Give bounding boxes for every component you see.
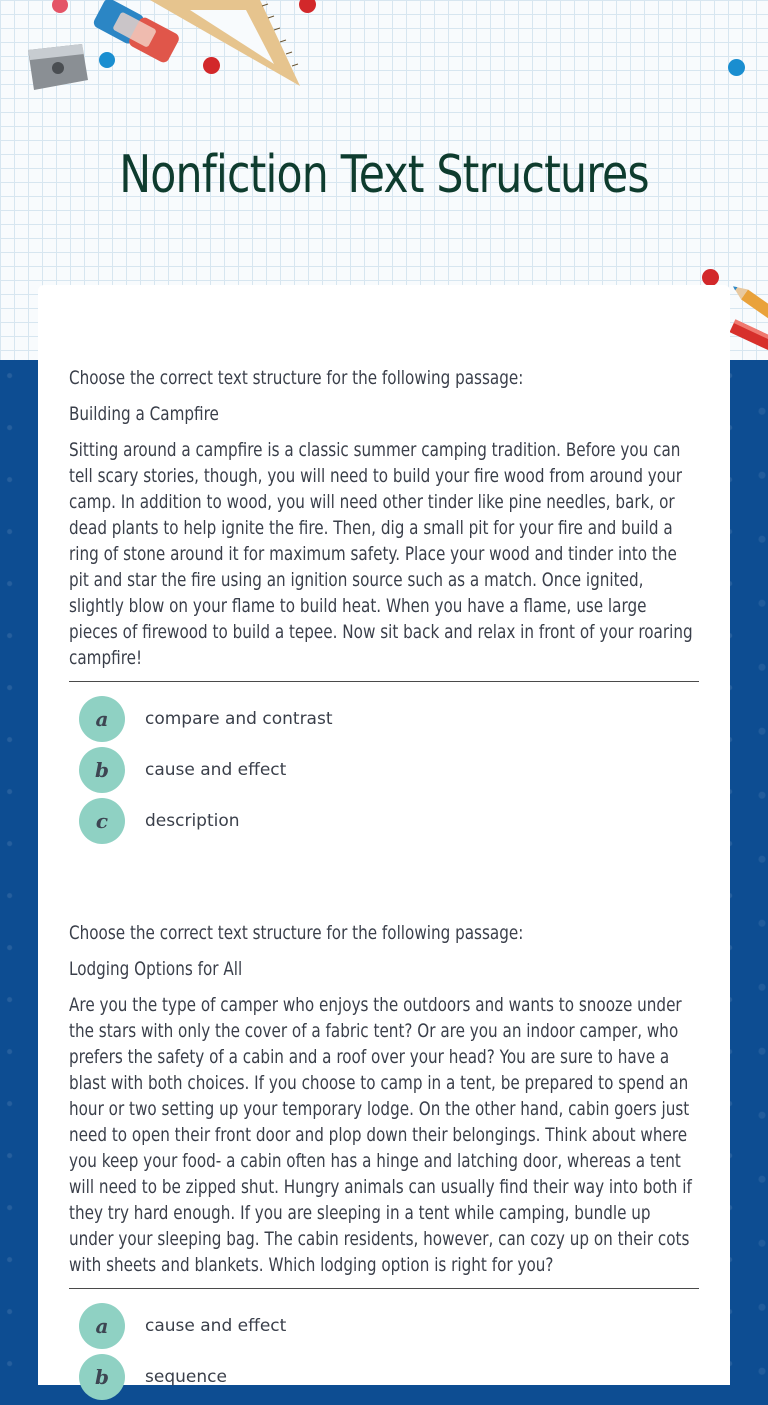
passage-text: Sitting around a campfire is a classic summer camping tradition. Before you can tell scary stories, though, you will need to build your fire wood from around your camp. In addition to wood, you will need other tinder like pine needles, bark, or dead plants to help ignite the fire. Then, dig a small pit for your fire and build a ring of stone around it for maximum safety. Place your wood and tinder into the pit and star the fire using an ignition source such as a match. Once ignited, slightly blow on your flame to build heat. When you have a flame, use large pieces of firewood to build a tepee. Now sit back and relax in front of your roaring campfire! bbox=[69, 439, 693, 669]
triangle-ruler-icon bbox=[150, 0, 310, 95]
option-label: compare and contrast bbox=[145, 709, 333, 729]
sharpener-icon bbox=[22, 40, 92, 99]
question-prompt: Choose the correct text structure for the following passage: bbox=[69, 367, 524, 389]
option-label: cause and effect bbox=[145, 760, 287, 780]
option-b[interactable] bbox=[79, 1354, 699, 1400]
option-letter-badge: a bbox=[79, 696, 125, 742]
passage-block bbox=[69, 992, 699, 1289]
question-1 bbox=[69, 365, 699, 849]
option-label: sequence bbox=[145, 1367, 227, 1387]
option-letter-badge: a bbox=[79, 1303, 125, 1349]
passage-heading: Lodging Options for All bbox=[69, 958, 243, 980]
question-2 bbox=[69, 920, 699, 1405]
option-label: description bbox=[145, 811, 240, 831]
red-dot bbox=[299, 0, 316, 13]
blue-dot bbox=[99, 52, 115, 68]
passage-heading: Building a Campfire bbox=[69, 403, 219, 425]
option-a[interactable] bbox=[79, 1303, 699, 1349]
option-letter-badge: b bbox=[79, 747, 125, 793]
option-letter-badge: c bbox=[79, 798, 125, 844]
option-a[interactable] bbox=[79, 696, 699, 742]
answer-options bbox=[69, 696, 699, 844]
answer-options bbox=[69, 1303, 699, 1400]
red-dot bbox=[52, 0, 68, 13]
option-label: cause and effect bbox=[145, 1316, 287, 1336]
red-dot bbox=[702, 269, 719, 286]
blue-dot bbox=[728, 59, 745, 76]
red-dot bbox=[203, 57, 220, 74]
option-b[interactable] bbox=[79, 747, 699, 793]
passage-block bbox=[69, 437, 699, 682]
passage-text: Are you the type of camper who enjoys the outdoors and wants to snooze under the stars with only the cover of a fabric tent? Or are you an indoor camper, who prefers the safety of a cabin and a roof over your head? You are sure to have a blast with both choices. If you choose to camp in a tent, be prepared to spend an hour or two setting up your temporary lodge. On the other hand, cabin goers just need to open their front door and plop down their belongings. Think about where you keep your food- a cabin often has a hinge and latching door, whereas a tent will need to be zipped shut. Hungry animals can usually find their way into both if they try hard enough. If you are sleeping in a tent while camping, bundle up under your sleeping bag. The cabin residents, however, can cozy up on their cots with sheets and blankets. Which lodging option is right for you? bbox=[69, 994, 692, 1276]
option-c[interactable] bbox=[79, 798, 699, 844]
option-letter-badge: b bbox=[79, 1354, 125, 1400]
page-title: Nonfiction Text Structures bbox=[119, 145, 649, 205]
question-prompt: Choose the correct text structure for the following passage: bbox=[69, 922, 524, 944]
worksheet-card bbox=[38, 285, 730, 1389]
